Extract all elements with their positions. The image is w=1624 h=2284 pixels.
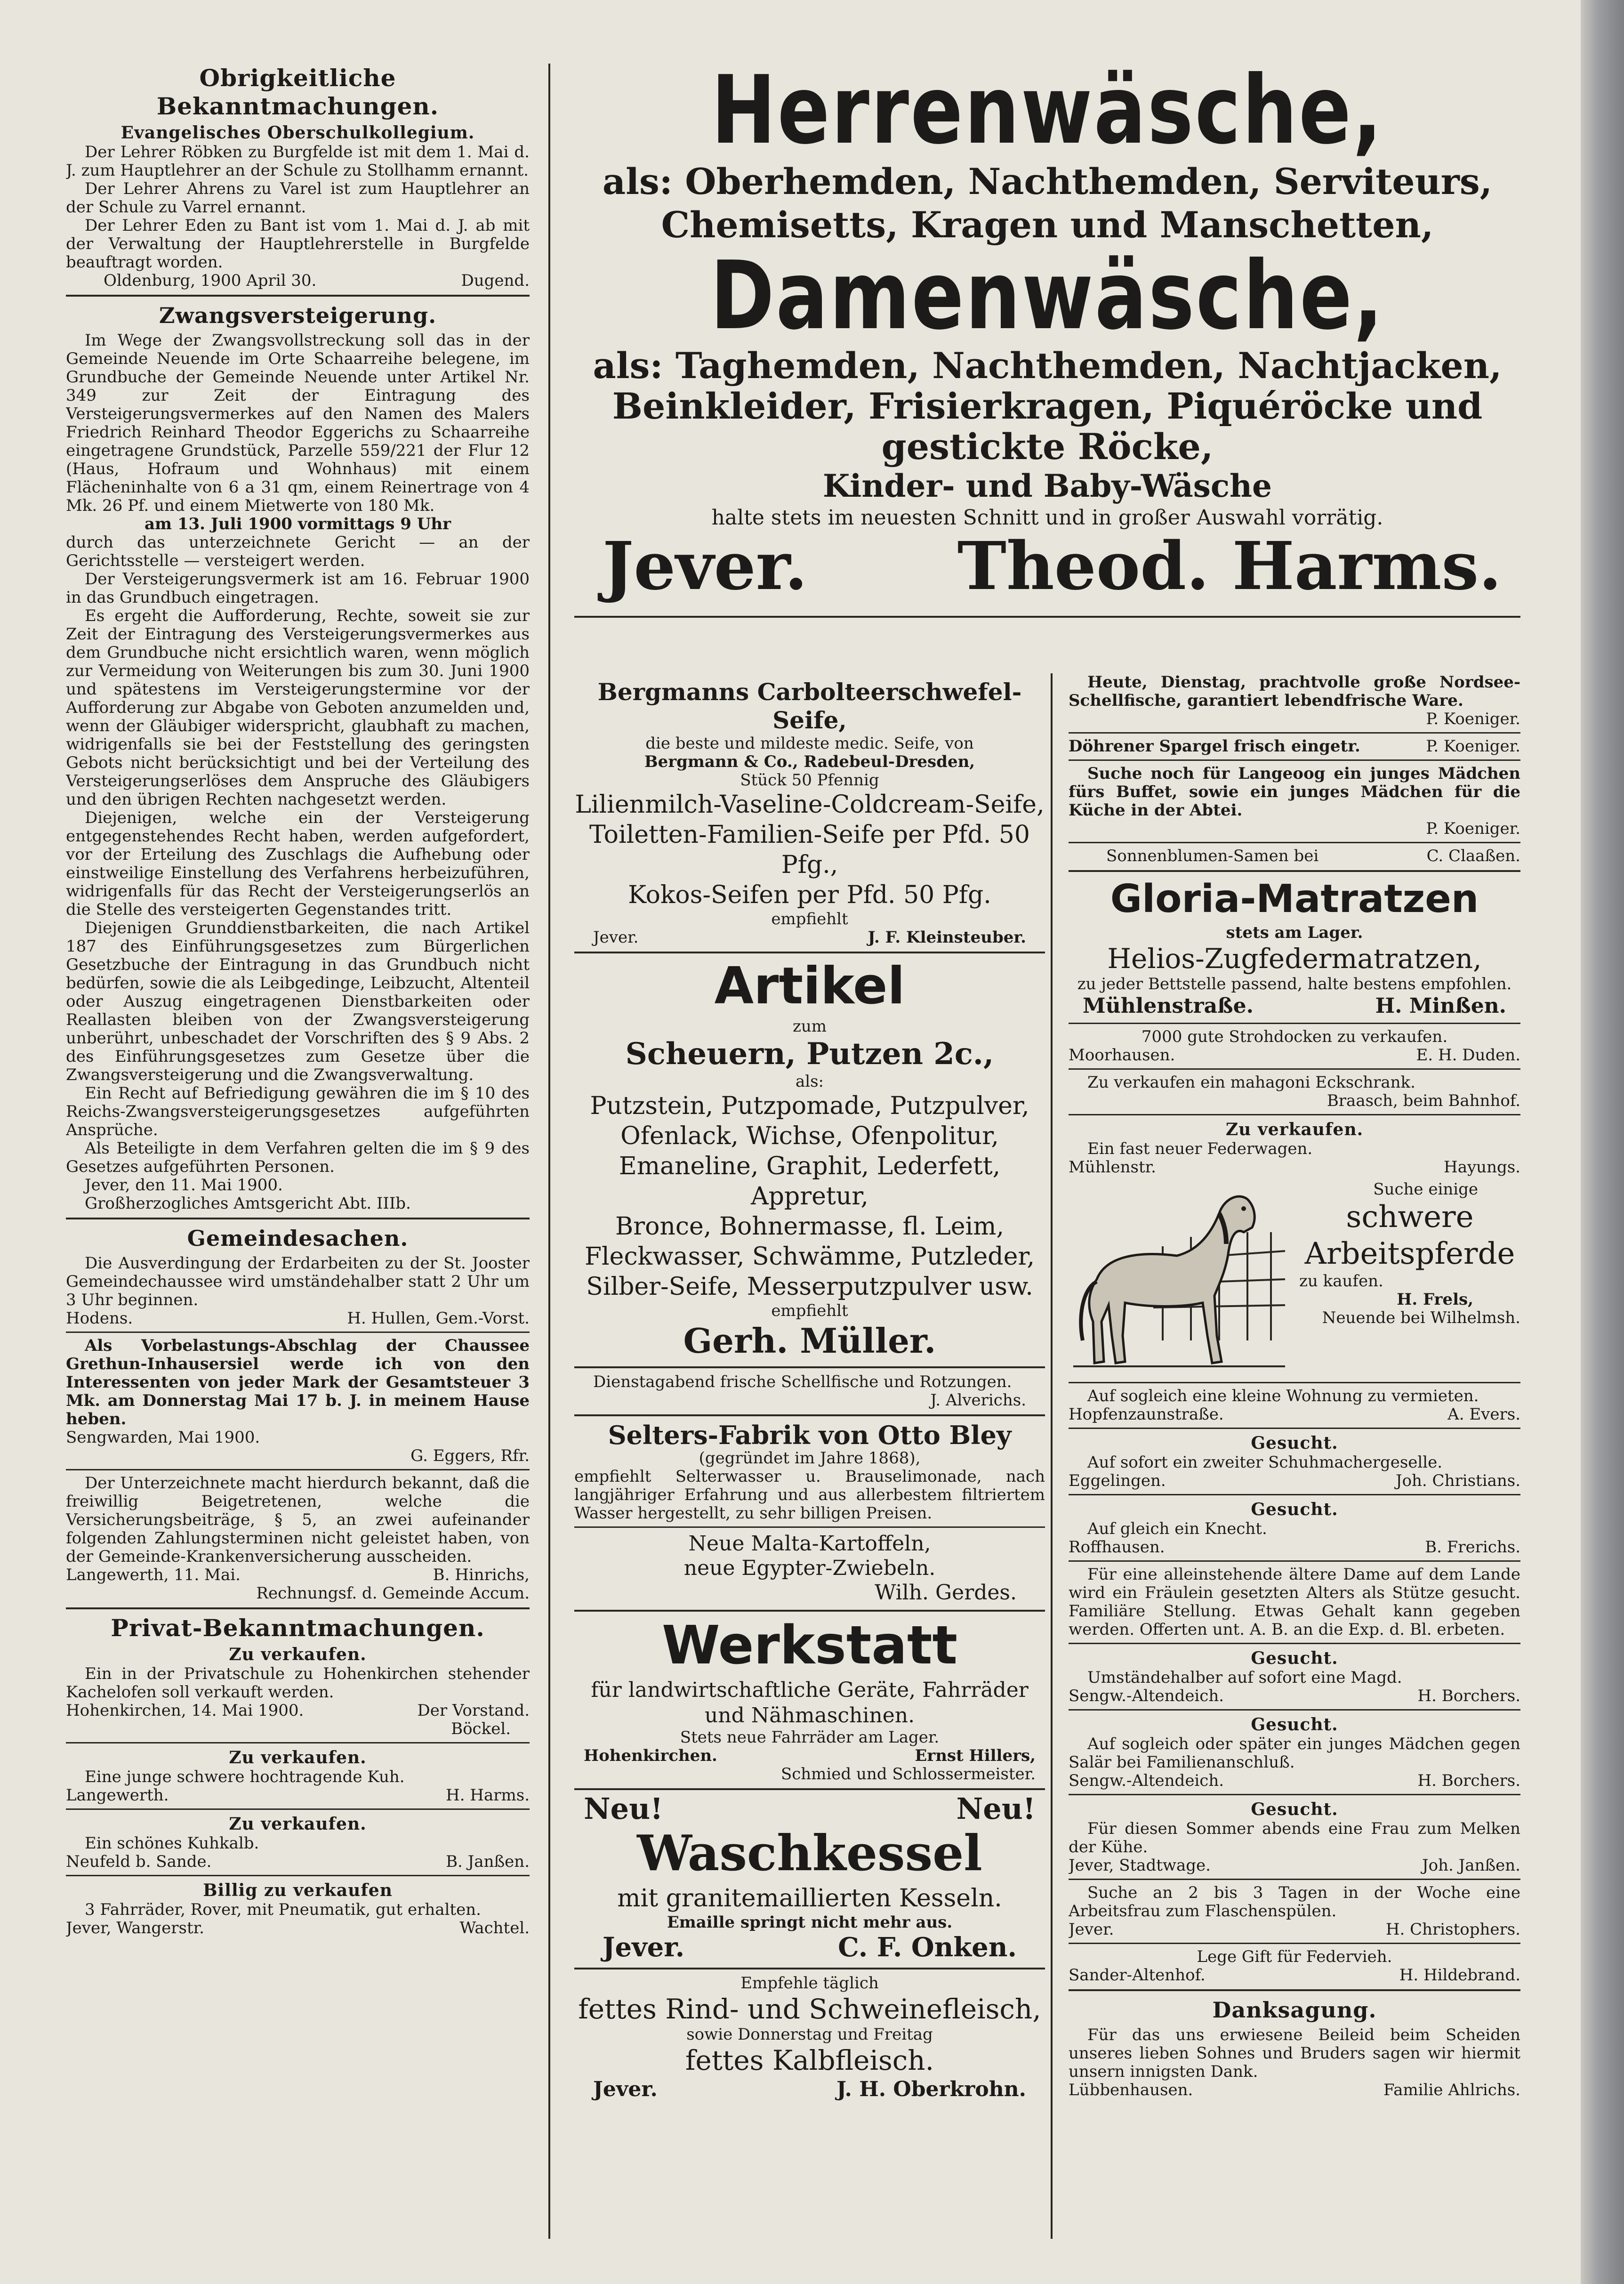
- ad-place: Neuende bei Wilhelmsh.: [1322, 1308, 1520, 1327]
- ad-text: 7000 gute Strohdocken zu verkaufen.: [1141, 1027, 1448, 1046]
- official-notices-heading: Obrigkeitliche Bekanntmachungen.: [156, 64, 439, 120]
- ad-signature-row: [66, 1853, 530, 1871]
- municipal-text: Die Ausverdingung der Erdarbeiten zu der St. Jooster Gemeindechaussee wird umständehalber statt 2 Uhr um 3 Uhr beginnen.: [66, 1254, 530, 1309]
- divider: [574, 1788, 1045, 1790]
- middle-column: [574, 678, 1045, 2241]
- ad-signer: H. Minßen.: [1375, 994, 1506, 1018]
- ad-signer: C. Claaßen.: [1426, 847, 1520, 865]
- ad-item: Fleckwasser, Schwämme, Putzleder,: [584, 1243, 1035, 1271]
- horse-illustration: [1069, 1180, 1290, 1378]
- divider: [1069, 1943, 1520, 1944]
- ad-line: für landwirtschaftliche Geräte, Fahrräder: [591, 1678, 1029, 1702]
- municipal-place: Sengwarden, Mai 1900.: [66, 1428, 260, 1447]
- notice-signature-row: [66, 272, 530, 290]
- auction-text: Als Beteiligte in dem Verfahren gelten die im § 9 des Gesetzes aufgeführten Personen.: [66, 1139, 530, 1176]
- new-badges: [574, 1792, 1045, 1826]
- ad-title: Zu verkaufen.: [229, 1645, 367, 1664]
- notice-text: Der Lehrer Ahrens zu Varel ist zum Hauptlehrer an der Schule zu Varrel ernannt.: [66, 179, 530, 217]
- ad-signer: E. H. Duden.: [1416, 1046, 1520, 1065]
- ad-line: empfiehlt: [771, 1301, 848, 1320]
- ad-place: Mühlenstr.: [1069, 1158, 1156, 1177]
- notice-text: Der Lehrer Eden zu Bant ist vom 1. Mai d. J. ab mit der Verwaltung der Hauptlehrerstelle in Burgfelde beauftragt worden.: [66, 216, 530, 272]
- ad-line: Beinkleider, Frisierkragen, Piquéröcke und: [612, 385, 1483, 427]
- notice-place: Oldenburg, 1900 April 30.: [104, 271, 317, 290]
- ad-signer-title: Schmied und Schlossermeister.: [780, 1765, 1036, 1784]
- municipal-heading: Gemeindesachen.: [187, 1226, 409, 1251]
- divider: [1069, 1428, 1520, 1429]
- ad-signer: H. Frels,: [1397, 1290, 1473, 1309]
- ad-line: Lilienmilch-Vaseline-Coldcream-Seife,: [575, 791, 1045, 819]
- ad-title-herrenwaesche: Herrenwäsche,: [711, 56, 1384, 165]
- auction-text: Diejenigen Grunddienstbarkeiten, die nach Artikel 187 des Einführungsgesetzes zum Bürgerlichen Gesetzbuche der Eintragung in das Grundbuch nicht bedürfen, sowie die als Leibgedinge, Leibzucht, Altenteil oder Auszug eingetragenen Dienstbarkeiten oder Reallasten bleiben von der Zwangsversteigerung unberührt, unbeschadet der Vorschriften des § 9 Abs. 2 des Einführungsgesetzes zum Gesetze über die Zwangsversteigerung und die Zwangsverwaltung.: [66, 919, 530, 1084]
- ad-line: schwere: [1346, 1200, 1474, 1235]
- left-column: [66, 61, 530, 2241]
- ad-title: Zu verkaufen.: [229, 1748, 367, 1767]
- divider: [66, 295, 530, 297]
- ad-signature-row: [1069, 1472, 1520, 1490]
- ad-line: Chemisetts, Kragen und Manschetten,: [661, 204, 1434, 246]
- ad-line: Emaille springt nicht mehr aus.: [667, 1913, 953, 1932]
- ad-place: Langewerth.: [66, 1786, 169, 1805]
- ad-signature-row: [1069, 1772, 1520, 1790]
- ad-signer: Braasch, beim Bahnhof.: [1327, 1091, 1520, 1110]
- ad-text: Zu verkaufen ein mahagoni Eckschrank.: [1087, 1073, 1415, 1092]
- ad-signer: P. Koeniger.: [1426, 737, 1520, 756]
- auction-text: Es ergeht die Aufforderung, Rechte, soweit sie zur Zeit der Eintragung des Versteigerungsvermerkes aus dem Grundbuche nicht ersichtlich waren, wenn möglich zur Vermeidung von Weiterungen bis zum 30. Juni 1900 und spätestens im Versteigerungstermine vor der Aufforderung zur Abgabe von Geboten anzumelden und, wenn der Gläubiger widerspricht, glaubhaft zu machen, widrigenfalls sie bei der Feststellung des geringsten Gebots nicht berücksichtigt und bei der Verteilung des Versteigerungserlöses dem Anspruche des Gläubigers und den übrigen Rechten nachgesetzt werden.: [66, 606, 530, 809]
- ad-signer: P. Koeniger.: [1426, 710, 1520, 728]
- ad-signer: J. H. Oberkrohn.: [836, 2077, 1026, 2101]
- ad-line: als: Taghemden, Nachthemden, Nachtjacken,: [593, 345, 1502, 387]
- ad-signature-row: [1069, 1538, 1520, 1557]
- ad-signature-row: [1069, 1856, 1520, 1875]
- thanks-text: Für das uns erwiesene Beileid beim Scheiden unseres lieben Sohnes und Bruders sagen wir hiermit unsern innigsten Dank.: [1069, 2026, 1520, 2081]
- artikel-title: Artikel: [714, 957, 905, 1016]
- ad-text: Suche an 2 bis 3 Tagen in der Woche eine Arbeitsfrau zum Flaschenspülen.: [1069, 1883, 1520, 1921]
- ad-signer: C. F. Onken.: [838, 1932, 1017, 1963]
- municipal-place: Langewerth, 11. Mai.: [66, 1566, 241, 1584]
- municipal-text: Als Vorbelastungs-Abschlag der Chaussee Grethun-Inhausersiel werde ich von den Interessenten von jeder Mark der Gesamtsteuer 3 Mk. am Donnerstag Mai 17 b. J. in meinem Hause heben.: [66, 1336, 530, 1429]
- ad-item: Silber-Seife, Messerputzpulver usw.: [586, 1273, 1033, 1301]
- ad-text: Eine junge schwere hochtragende Kuh.: [85, 1767, 405, 1786]
- divider: [1069, 1494, 1520, 1495]
- school-board-subheading: Evangelisches Oberschulkollegium.: [121, 123, 475, 143]
- column-rule-right: [1051, 673, 1053, 2239]
- page-binding-edge: [1581, 0, 1624, 2284]
- selters-title: Selters-Fabrik von Otto Bley: [608, 1420, 1012, 1450]
- municipal-signature-row: [66, 1309, 530, 1328]
- ad-place: Jever, Stadtwage.: [1069, 1856, 1211, 1875]
- ad-item: Bronce, Bohnermasse, fl. Leim,: [615, 1212, 1004, 1241]
- ad-place: Jever, Wangerstr.: [66, 1919, 204, 1937]
- ad-line: fettes Rind- und Schweinefleisch,: [578, 1993, 1041, 2025]
- ad-text: Ein schönes Kuhkalb.: [85, 1834, 259, 1853]
- ad-text: Auf sogleich oder später ein junges Mädchen gegen Salär bei Familienanschluß.: [1069, 1735, 1520, 1772]
- thanks-signer: Familie Ahlrichs.: [1383, 2081, 1520, 2099]
- ad-line: empfiehlt: [771, 910, 848, 928]
- ad-signer: H. Borchers.: [1417, 1771, 1520, 1790]
- ad-firm: Theod. Harms.: [957, 528, 1502, 605]
- ad-signer: H. Christophers.: [1385, 1920, 1520, 1939]
- divider: [574, 1366, 1045, 1368]
- auction-text: durch das unterzeichnete Gericht — an der Gerichtsstelle — versteigert werden.: [66, 533, 530, 570]
- ad-text: Ein fast neuer Federwagen.: [1087, 1139, 1313, 1158]
- ad-place: Neufeld b. Sande.: [66, 1852, 212, 1871]
- divider: [574, 1968, 1045, 1969]
- ad-line: Bergmann & Co., Radebeul-Dresden,: [644, 752, 975, 771]
- ad-title: Billig zu verkaufen: [203, 1880, 393, 1900]
- ad-line: Suche einige: [1373, 1180, 1478, 1199]
- ad-place: Sengw.-Altendeich.: [1069, 1771, 1224, 1790]
- horse-ad: [1069, 1180, 1520, 1378]
- divider: [1069, 1989, 1520, 1991]
- ad-place: Moorhausen.: [1069, 1046, 1175, 1065]
- right-column: [1069, 673, 1520, 2241]
- ad-item: Emaneline, Graphit, Lederfett, Appretur,: [619, 1152, 1001, 1211]
- auction-text: Ein Recht auf Befriedigung gewähren die im § 10 des Reichs-Zwangsversteigerungsgesetzes aufgeführten Ansprüche.: [66, 1084, 530, 1139]
- ad-signature-row: [66, 1786, 530, 1805]
- ad-signer: J. F. Kleinsteuber.: [868, 928, 1026, 947]
- ad-signer: Joh. Christians.: [1395, 1471, 1520, 1490]
- ad-line: halte stets im neuesten Schnitt und in großer Auswahl vorrätig.: [711, 506, 1383, 530]
- auction-text: Im Wege der Zwangsvollstreckung soll das in der Gemeinde Neuende im Orte Schaarreihe belegene, im Grundbuche der Gemeinde Neuende unter Artikel Nr. 349 zur Zeit der Eintragung des Versteigerungsvermerkes auf den Namen des Malers Friedrich Reinhard Theodor Eggerichs zu Schaarreihe eingetragene Grundstück, Parzelle 559/221 der Flur 12 (Haus, Hofraum und Wohnhaus) mit einem Flächeninhalte von 6 a 31 qm, einem Reinertrage von 4 Mk. 26 Pf. und einem Mietwerte von 180 Mk.: [66, 331, 530, 515]
- divider: [66, 1218, 530, 1219]
- divider: [1069, 1794, 1520, 1795]
- auction-text: Der Versteigerungsvermerk ist am 16. Februar 1900 in das Grundbuch eingetragen.: [66, 570, 530, 607]
- ad-place: Jever.: [593, 928, 639, 947]
- municipal-signature-row: [66, 1566, 530, 1584]
- auction-place: Jever, den 11. Mai 1900.: [85, 1176, 283, 1194]
- ad-text: Sonnenblumen-Samen bei: [1106, 847, 1319, 865]
- ad-signature-row: [1069, 1046, 1520, 1065]
- ad-text: Auf sogleich eine kleine Wohnung zu vermieten.: [1087, 1387, 1479, 1405]
- ad-place: Mühlenstraße.: [1083, 994, 1254, 1018]
- divider: [574, 1414, 1045, 1416]
- auction-date: am 13. Juli 1900 vormittags 9 Uhr: [145, 515, 451, 533]
- notice-signer: Dugend.: [461, 271, 530, 290]
- notice-text: Der Lehrer Röbken zu Burgfelde ist mit dem 1. Mai d. J. zum Hauptlehrer an der Schule zu Stollhamm ernannt.: [66, 143, 530, 180]
- ad-line: Arbeitspferde: [1304, 1236, 1515, 1271]
- ad-line: stets am Lager.: [1226, 923, 1363, 942]
- ad-signer: P. Koeniger.: [1426, 819, 1520, 838]
- ad-place: Hohenkirchen.: [584, 1746, 717, 1765]
- divider: [1069, 732, 1520, 734]
- ad-text: empfiehlt Selterwasser u. Brauselimonade, nach langjähriger Erfahrung und aus allerbestem filtriertem Wasser hergestellt, zu sehr billigen Preisen.: [574, 1467, 1045, 1523]
- municipal-place: Hodens.: [66, 1309, 133, 1328]
- thanks-signature-row: [1069, 2081, 1520, 2099]
- ad-signer: Böckel.: [451, 1719, 511, 1738]
- divider: [1069, 842, 1520, 843]
- new-badge: Neu!: [584, 1792, 663, 1826]
- divider: [66, 1875, 530, 1876]
- ad-line: Helios-Zugfedermatratzen,: [1107, 943, 1482, 975]
- soap-ad-title: Bergmanns Carbolteerschwefel-Seife,: [597, 678, 1022, 734]
- ad-line: die beste und mildeste medic. Seife, von: [645, 734, 974, 753]
- divider: [1069, 1643, 1520, 1644]
- auction-heading: Zwangsversteigerung.: [159, 303, 437, 328]
- ad-firm: Gerh. Müller.: [683, 1321, 936, 1361]
- thanks-place: Lübbenhausen.: [1069, 2081, 1193, 2099]
- gloria-title: Gloria-Matratzen: [1110, 877, 1479, 921]
- ad-title: Gesucht.: [1251, 1800, 1338, 1819]
- ad-signer: Hayungs.: [1444, 1158, 1520, 1177]
- auction-court: Großherzogliches Amtsgericht Abt. IIIb.: [85, 1194, 411, 1213]
- divider: [66, 1742, 530, 1743]
- ad-signer: H. Hildebrand.: [1399, 1966, 1520, 1985]
- ad-line: Stück 50 Pfennig: [740, 771, 879, 790]
- divider: [66, 1469, 530, 1470]
- ad-line: neue Egypter-Zwiebeln.: [683, 1556, 936, 1580]
- ad-place: Jever.: [1069, 1920, 1114, 1939]
- private-notices-heading: Privat-Bekanntmachungen.: [111, 1614, 485, 1642]
- ad-place: Jever.: [603, 1932, 685, 1963]
- ad-title: Zu verkaufen.: [229, 1814, 367, 1834]
- ad-text: Döhrener Spargel frisch eingetr.: [1069, 737, 1360, 756]
- ad-signature-row: [66, 1702, 530, 1720]
- ad-title: Gesucht.: [1251, 1648, 1338, 1668]
- ad-place: Hopfenzaunstraße.: [1069, 1405, 1224, 1424]
- divider: [1069, 1709, 1520, 1711]
- ad-title: Gesucht.: [1251, 1715, 1338, 1735]
- ad-signature-row: [574, 2077, 1045, 2102]
- column-rule-left: [548, 64, 550, 2239]
- ad-text: Suche noch für Langeoog ein junges Mädchen fürs Buffet, sowie ein junges Mädchen für die Küche in der Abtei.: [1069, 764, 1520, 820]
- divider: [1069, 1068, 1520, 1070]
- ad-place: Jever.: [593, 2077, 658, 2101]
- ad-place: Hohenkirchen, 14. Mai 1900.: [66, 1701, 304, 1720]
- ad-line: (gegründet im Jahre 1868),: [699, 1449, 921, 1468]
- ad-line: mit granitemaillierten Kesseln.: [617, 1884, 1002, 1913]
- ad-line: gestickte Röcke,: [881, 426, 1214, 468]
- ad-line: Toiletten-Familien-Seife per Pfd. 50 Pfg.,: [589, 821, 1030, 879]
- auction-text: Diejenigen, welche ein der Versteigerung entgegenstehendes Recht haben, werden aufgefordert, vor der Erteilung des Zuschlags die Aufhebung oder einstweilige Einstellung des Verfahrens herbeizuführen, widrigenfalls für das Recht der Versteigerungserlös an die Stelle des versteigerten Gegenstandes tritt.: [66, 808, 530, 919]
- ad-text: Dienstagabend frische Schellfische und Rotzungen.: [593, 1372, 1012, 1391]
- ad-signer: Joh. Janßen.: [1422, 1856, 1520, 1875]
- ad-signer: A. Evers.: [1447, 1405, 1520, 1424]
- ad-signer: B. Janßen.: [446, 1852, 530, 1871]
- divider: [574, 952, 1045, 953]
- ad-line: Empfehle täglich: [740, 1974, 879, 1993]
- ad-line: als:: [795, 1072, 824, 1091]
- linen-advertisement: [574, 56, 1520, 669]
- divider: [1069, 1023, 1520, 1024]
- divider: [1069, 870, 1520, 872]
- ad-signature-row: [66, 1919, 530, 1937]
- ad-signer: B. Frerichs.: [1425, 1538, 1520, 1557]
- ad-line: Kinder- und Baby-Wäsche: [822, 468, 1272, 504]
- municipal-text: Der Unterzeichnete macht hierdurch bekannt, daß die freiwillig Beigetretenen, welche die Versicherungsbeiträge, § 5, an zwei aufeinander folgenden Zahlungsterminen nicht geleistet haben, von der Gemeinde-Krankenversicherung ausscheiden.: [66, 1474, 530, 1566]
- ad-item: Putzstein, Putzpomade, Putzpulver,: [590, 1092, 1029, 1120]
- divider: [66, 1607, 530, 1609]
- ad-title: Zu verkaufen.: [1225, 1120, 1364, 1139]
- ad-signer: H. Harms.: [446, 1786, 530, 1805]
- municipal-signer: H. Hullen, Gem.-Vorst.: [347, 1309, 530, 1328]
- ad-line: sowie Donnerstag und Freitag: [686, 2025, 933, 2044]
- divider: [1069, 1879, 1520, 1880]
- ad-signature-row: [1069, 993, 1520, 1019]
- ad-line: zu jeder Bettstelle passend, halte bestens empfohlen.: [1077, 975, 1512, 993]
- ad-signature-row: [1069, 1405, 1520, 1424]
- ad-footer: [574, 528, 1520, 605]
- werkstatt-title: Werkstatt: [661, 1615, 958, 1676]
- ad-line: und Nähmaschinen.: [704, 1703, 915, 1727]
- ad-signer: Ernst Hillers,: [915, 1746, 1036, 1765]
- ad-signature-row: [1069, 1921, 1520, 1939]
- divider: [1069, 759, 1520, 761]
- ad-signature-row: [574, 1932, 1045, 1963]
- ad-item: Ofenlack, Wichse, Ofenpolitur,: [620, 1122, 999, 1150]
- ad-row: [1069, 847, 1520, 865]
- municipal-signer: B. Hinrichs,: [433, 1566, 530, 1584]
- ad-line: zu kaufen.: [1299, 1272, 1383, 1291]
- ad-signature-row: [1069, 1687, 1520, 1705]
- ad-line: zum: [792, 1017, 827, 1036]
- ad-signer: Der Vorstand.: [417, 1701, 530, 1720]
- ad-place: Roffhausen.: [1069, 1538, 1165, 1557]
- ad-signature-row: [1069, 1158, 1520, 1177]
- ad-signer: H. Borchers.: [1417, 1687, 1520, 1705]
- ad-text: Ein in der Privatschule zu Hohenkirchen stehender Kachelofen soll verkauft werden.: [66, 1664, 530, 1702]
- ad-signer: Wilh. Gerdes.: [875, 1581, 1017, 1605]
- ad-signer: Wachtel.: [459, 1919, 530, 1937]
- ad-text: Umständehalber auf sofort eine Magd.: [1087, 1668, 1402, 1687]
- divider: [1069, 1114, 1520, 1115]
- ad-place: Sander-Altenhof.: [1069, 1966, 1206, 1985]
- ad-signature-row: [574, 1747, 1045, 1765]
- ad-text: Auf gleich ein Knecht.: [1087, 1519, 1267, 1538]
- ad-place: Jever.: [603, 528, 808, 605]
- ad-place: Sengw.-Altendeich.: [1069, 1687, 1224, 1705]
- ad-line: Scheuern, Putzen 2c.,: [625, 1036, 994, 1072]
- ad-line: als: Oberhemden, Nachthemden, Serviteurs,: [602, 161, 1493, 202]
- municipal-signer-title: Rechnungsf. d. Gemeinde Accum.: [256, 1584, 530, 1603]
- ad-signature-row: [574, 928, 1045, 947]
- divider: [574, 1610, 1045, 1612]
- ad-signature-row: [1069, 1966, 1520, 1985]
- ad-text: Für eine alleinstehende ältere Dame auf dem Lande wird ein Fräulein gesetzten Alters als Stütze gesucht. Familiäre Stellung. Etwas Gehalt kann gegeben werden. Offerten unt. A. B. an die Exp. d. Bl. erbeten.: [1069, 1565, 1520, 1639]
- divider: [574, 616, 1520, 618]
- ad-text: 3 Fahrräder, Rover, mit Pneumatik, gut erhalten.: [85, 1900, 481, 1919]
- thanks-heading: Danksagung.: [1212, 1997, 1377, 2023]
- new-badge: Neu!: [956, 1792, 1036, 1826]
- ad-place: Eggelingen.: [1069, 1471, 1166, 1490]
- divider: [1069, 1382, 1520, 1383]
- ad-line: Neue Malta-Kartoffeln,: [688, 1532, 931, 1556]
- ad-title: Gesucht.: [1251, 1433, 1338, 1453]
- ad-text: Lege Gift für Federvieh.: [1197, 1947, 1392, 1966]
- ad-text: Heute, Dienstag, prachtvolle große Nordsee-Schellfische, garantiert lebendfrische Ware.: [1069, 673, 1520, 710]
- municipal-signer: G. Eggers, Rfr.: [410, 1446, 530, 1465]
- ad-title-damenwaesche: Damenwäsche,: [710, 241, 1385, 351]
- ad-title: Gesucht.: [1251, 1500, 1338, 1519]
- ad-row: [1069, 737, 1520, 756]
- ad-line: Stets neue Fahrräder am Lager.: [680, 1728, 940, 1747]
- ad-text: Auf sofort ein zweiter Schuhmachergeselle.: [1087, 1453, 1443, 1472]
- ad-line: Kokos-Seifen per Pfd. 50 Pfg.: [628, 881, 991, 909]
- divider: [66, 1332, 530, 1333]
- ad-signer: J. Alverichs.: [930, 1391, 1026, 1410]
- ad-line: fettes Kalbfleisch.: [685, 2044, 934, 2076]
- divider: [1069, 1560, 1520, 1562]
- ad-text: Für diesen Sommer abends eine Frau zum Melken der Kühe.: [1069, 1819, 1520, 1856]
- divider: [66, 1808, 530, 1810]
- divider: [574, 1526, 1045, 1528]
- waschkessel-title: Waschkessel: [637, 1824, 982, 1882]
